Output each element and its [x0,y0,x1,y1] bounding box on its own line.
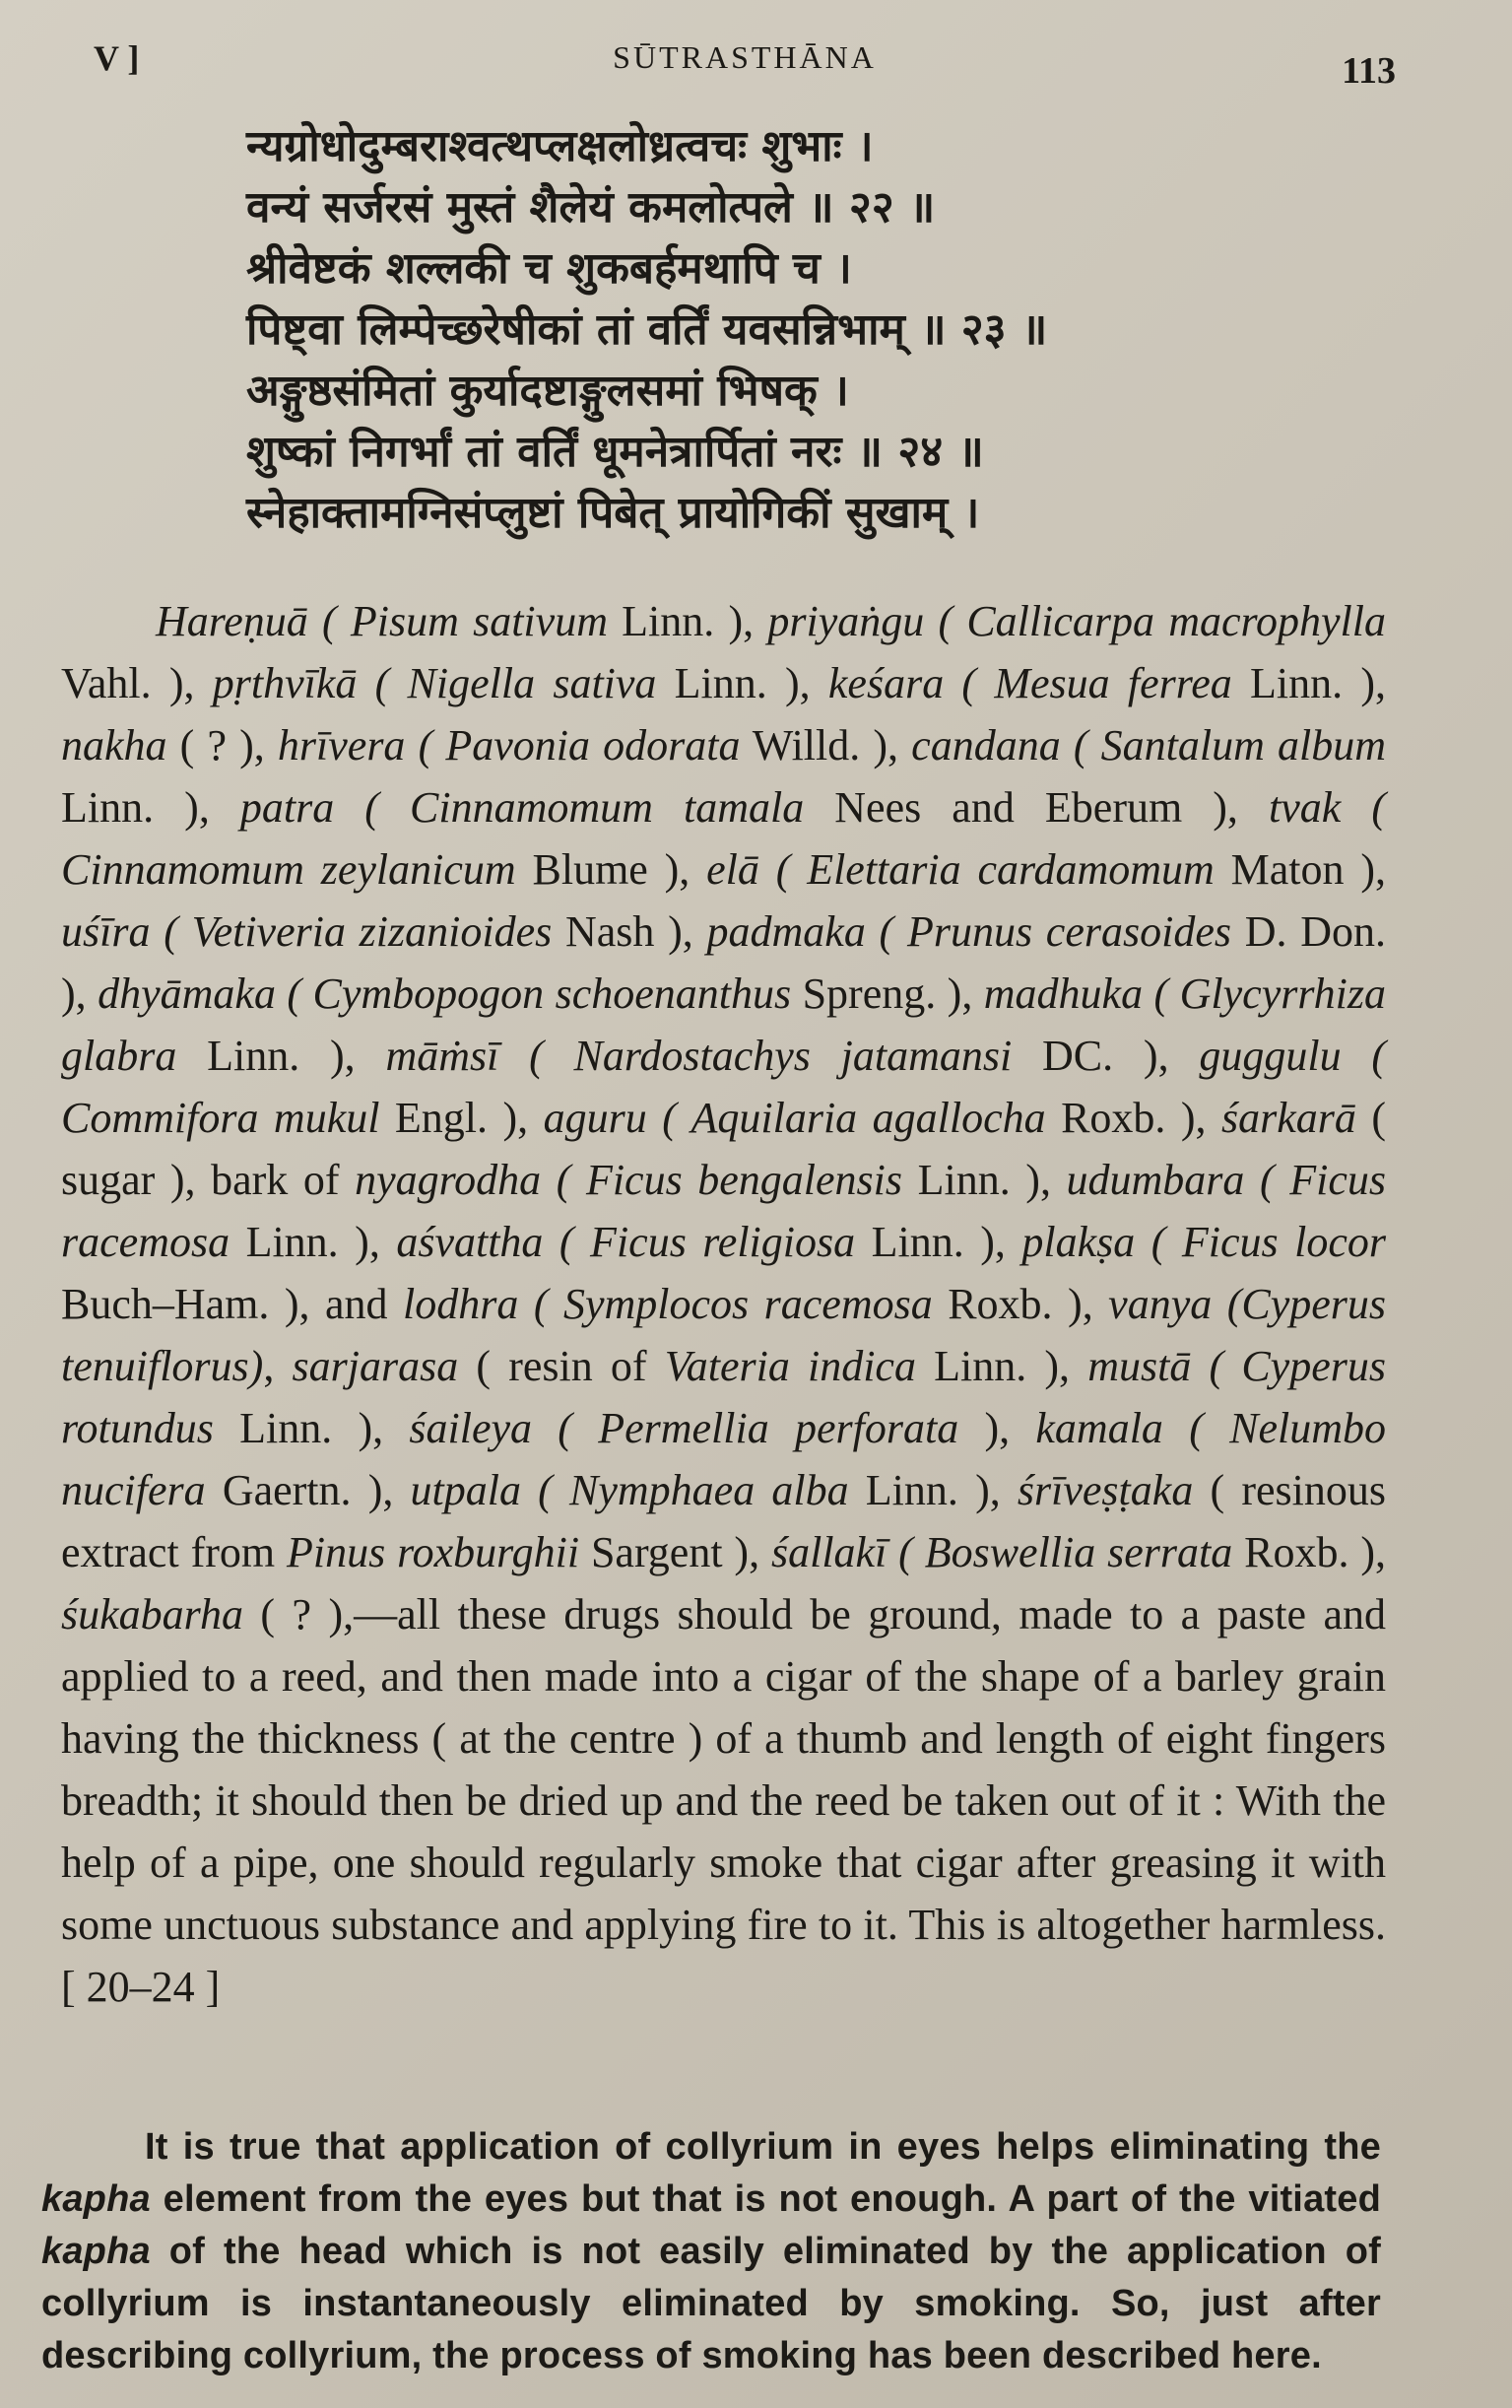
text-run: Roxb. ), [932,1280,1109,1328]
text-run: Linn. ), [230,1218,397,1266]
text-run: Linn. ), [176,1032,386,1080]
text-run: Linn. ), [656,659,828,707]
text-run: Nees and Eberum ), [804,783,1269,832]
text-run: DC. ), [1012,1032,1200,1080]
italic-term: udumbara ( Ficus racemosa [61,1156,1386,1266]
text-run: Buch–Ham. ), and [61,1280,404,1328]
translation-paragraph [61,590,1386,2018]
text-run: ( resinous extract from [61,1466,1386,1576]
italic-term: nyagrodha ( Ficus bengalensis [355,1156,903,1204]
italic-term: śarkarā [1221,1094,1356,1142]
italic-term: Hareṇuā ( Pisum sativum [156,597,608,645]
text-run: Roxb. ), [1232,1528,1387,1576]
italic-term: śallakī ( Boswellia serrata [770,1528,1233,1576]
italic-term: Vateria indica [664,1342,916,1390]
verse-line: शुष्कां निगर्भां तां वर्तिं धूमनेत्रार्पितां नरः ॥ २४ ॥ [246,427,984,477]
italic-term: hrīvera ( Pavonia odorata [277,721,741,769]
italic-term: plakṣa ( Ficus locor [1021,1218,1386,1266]
text-run: ( sugar ), bark of [61,1094,1387,1204]
italic-term: Pinus roxburghii [286,1528,580,1576]
text-run: Linn. ), [1231,659,1386,707]
text-run: Gaertn. ), [205,1466,411,1514]
running-title: SŪTRASTHĀNA [613,39,877,75]
text-run: Nash ), [552,907,707,956]
italic-term: māṁsī ( Nardostachys jatamansi [385,1032,1013,1080]
italic-term: lodhra ( Symplocos racemosa [403,1280,933,1328]
italic-term: priyaṅgu ( Callicarpa macrophylla [767,597,1386,645]
verse-line: पिष्ट्वा लिम्पेच्छरेषीकां तां वर्तिं यवसन्निभाम् ॥ २३ ॥ [246,304,1048,355]
italic-term: madhuka ( Glycyrrhiza glabra [61,970,1387,1080]
verse-line: वन्यं सर्जरसं मुस्तं शैलेयं कमलोत्पले ॥ २२ ॥ [246,182,936,233]
text-run: Linn. ), [607,597,768,645]
italic-term: vanya (Cyperus tenuiflorus) [61,1280,1387,1390]
italic-term: nakha [61,721,167,769]
text-run: Sargent ), [579,1528,771,1576]
italic-term: pṛthvīkā ( Nigella sativa [212,659,657,707]
text-run: Vahl. ), [61,659,213,707]
text-run: , [263,1342,293,1390]
page-header [94,37,1396,106]
text-run: ( ? ), [166,721,278,769]
italic-term: śrīveṣṭaka [1017,1466,1194,1514]
text-run: Linn. ), [848,1466,1018,1514]
text-run: Engl. ), [379,1094,544,1142]
italic-term: patra ( Cinnamomum tamala [239,783,805,832]
commentary-paragraph [41,2121,1381,2382]
italic-term: tvak ( Cinnamomum zeylanicum [61,783,1386,894]
text-run: of the head which is not easily eliminated by the application of collyrium is instantaneously eliminated by smoking. So, just after describing collyrium, the process of smoking has been described here. [41,2231,1381,2376]
verse-line: अङ्गुष्ठसंमितां कुर्यादष्टाङ्गुलसमां भिषक् । [246,366,849,416]
italic-term: kamala ( Nelumbo nucifera [61,1404,1386,1514]
italic-term: keśara ( Mesua ferrea [827,659,1232,707]
text-run: ), [958,1404,1036,1452]
verse-line: स्नेहाक्तामग्निसंप्लुष्टां पिबेत् प्रायोगिकीं सुखाम् । [246,488,980,538]
text-run: Linn. ), [855,1218,1022,1266]
italic-term: sarjarasa [292,1342,459,1390]
text-run: element from the eyes but that is not enough. A part of the vitiated [150,2178,1381,2220]
italic-term: utpala ( Nymphaea alba [410,1466,849,1514]
text-run: ( resin of [458,1342,665,1390]
text-run: D. Don. ), [61,907,1386,1018]
text-run: Willd. ), [740,721,912,769]
italic-term: padmaka ( Prunus cerasoides [706,907,1231,956]
verse-line: श्रीवेष्टकं शल्लकी च शुकबर्हमथापि च । [246,243,852,294]
text-run: Blume ), [515,845,707,894]
italic-term: guggulu ( Commifora mukul [61,1032,1386,1142]
chapter-marker: V ] [94,38,140,78]
text-run: Linn. ), [213,1404,410,1452]
italic-term: elā ( Elettaria cardamomum [706,845,1215,894]
page-number: 113 [1342,50,1396,92]
italic-term: śukabarha [61,1590,243,1639]
text-run: Roxb. ), [1045,1094,1221,1142]
italic-term: aśvattha ( Ficus religiosa [396,1218,856,1266]
italic-term: uśīra ( Vetiveria zizanioides [61,907,553,956]
italic-term: kapha [41,2231,151,2272]
italic-term: candana ( Santalum album [911,721,1386,769]
sanskrit-verse [246,116,1162,544]
text-run: Linn. ), [902,1156,1067,1204]
italic-term: śaileya ( Permellia perforata [409,1404,959,1452]
text-run: Maton ), [1214,845,1386,894]
text-run: ( ? ),—all these drugs should be ground, made to a paste and applied to a reed, and then made into a cigar of the shape of a barley grain having the thickness ( at the centre ) of a thumb and length of eight fingers breadth; it should then be dried up and the reed be taken out of it : With the help of a pipe, one should regularly smoke that cigar after greasing it with some unctuous substance and applying fire to it. This is altogether harmless. [ 20–24 ] [61,1590,1386,2011]
italic-term: kapha [41,2178,151,2220]
text-run: It is true that application of collyrium in eyes helps eliminating the [145,2126,1381,2168]
text-run: Linn. ), [61,783,240,832]
verse-line: न्यग्रोधोदुम्बराश्वत्थप्लक्षलोध्रत्वचः शुभाः । [246,121,874,171]
text-run: Spreng. ), [791,970,984,1018]
italic-term: dhyāmaka ( Cymbopogon schoenanthus [98,970,792,1018]
italic-term: aguru ( Aquilaria agallocha [543,1094,1046,1142]
italic-term: mustā ( Cyperus rotundus [61,1342,1386,1452]
text-run: Linn. ), [915,1342,1088,1390]
